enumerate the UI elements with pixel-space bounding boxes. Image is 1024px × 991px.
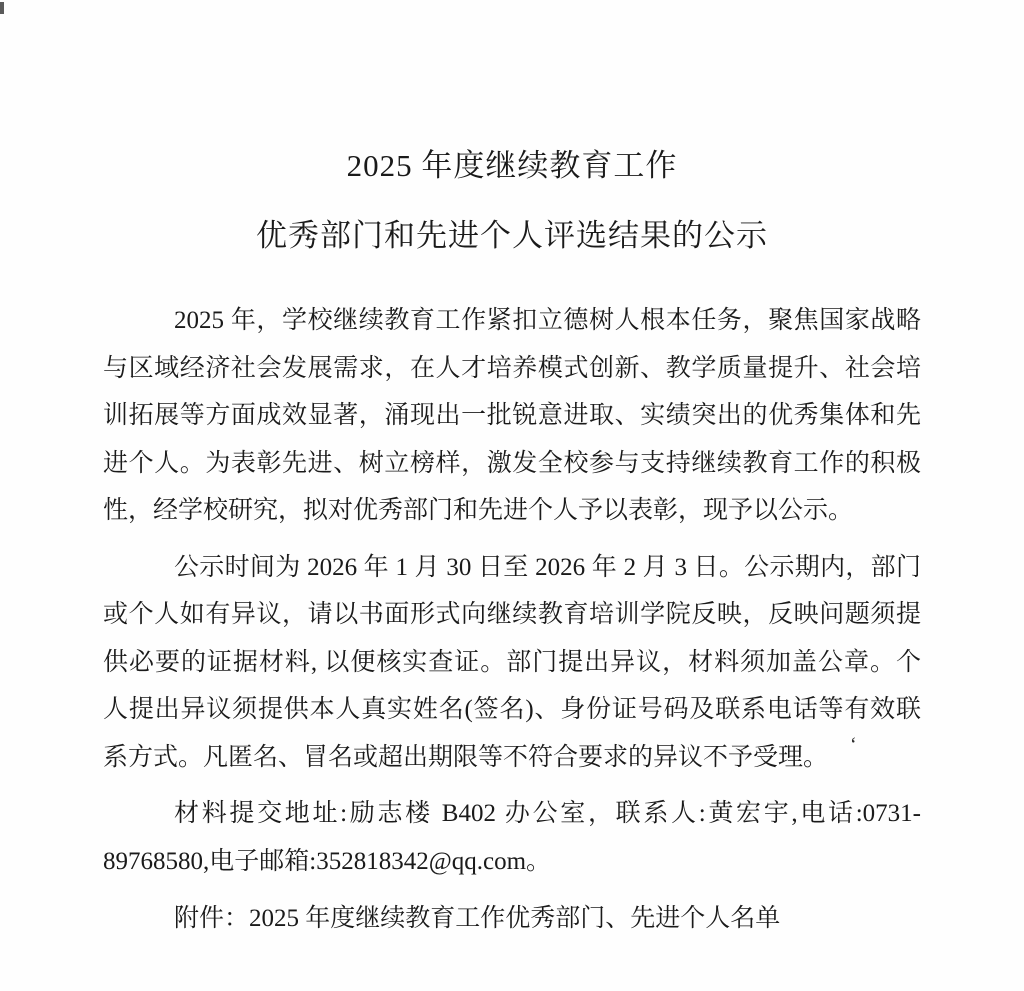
text-line: 训拓展等方面成效显著，涌现出一批锐意进取、实绩突出的优秀集体和先: [103, 402, 921, 429]
text-line: 供必要的证据材料, 以便核实查证。部门提出异议，材料须加盖公章。个: [103, 648, 921, 676]
text-line: 进个人。为表彰先进、树立榜样，激发全校参与支持继续教育工作的积极: [103, 449, 921, 477]
scan-artifact-corner: [0, 2, 4, 14]
text-line: 公示时间为 2026 年 1 月 30 日至 2026 年 2 月 3 日。公示期内，部门: [174, 553, 921, 581]
text-line: 与区域经济社会发展需求，在人才培养模式创新、教学质量提升、社会培: [103, 354, 921, 382]
scan-artifact-tick: ‘: [850, 734, 857, 756]
paragraph-contact-info: [103, 790, 921, 885]
text-line: 材料提交地址:励志楼 B402 办公室，联系人:黄宏宇,电话:0731-: [174, 800, 921, 827]
document-title-line-2: 优秀部门和先进个人评选结果的公示: [256, 218, 768, 253]
paragraph-overview: [103, 297, 921, 535]
attachment-note: 附件：2025 年度继续教育工作优秀部门、先进个人名单: [174, 905, 781, 932]
text-line: 性，经学校研究，拟对优秀部门和先进个人予以表彰，现予以公示。: [103, 497, 854, 524]
document-title-line-1: 2025 年度继续教育工作: [346, 148, 678, 183]
text-line: 或个人如有异议，请以书面形式向继续教育培训学院反映，反映问题须提: [103, 601, 921, 628]
text-line: 2025 年，学校继续教育工作紧扣立德树人根本任务，聚焦国家战略: [174, 307, 921, 334]
text-line: 人提出异议须提供本人真实姓名(签名)、身份证号码及联系电话等有效联: [103, 696, 921, 723]
paragraph-objection-period: [103, 544, 921, 782]
text-line: 89768580,电子邮箱:352818342@qq.com。: [103, 847, 552, 875]
document-body: [103, 297, 921, 943]
text-line: 系方式。凡匿名、冒名或超出期限等不符合要求的异议不予受理。: [103, 743, 829, 771]
